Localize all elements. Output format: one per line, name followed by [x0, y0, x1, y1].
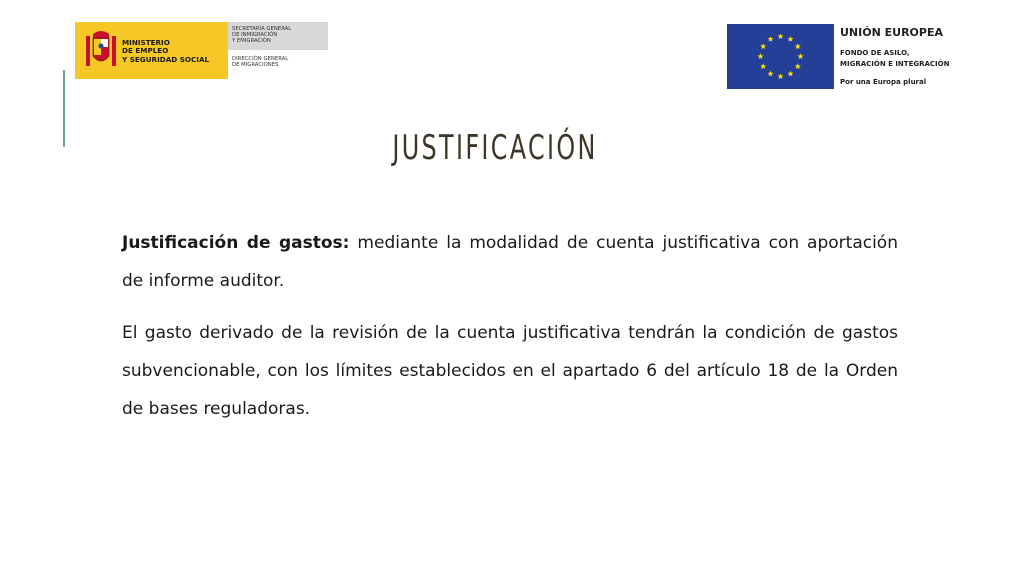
eu-stars-icon: [727, 24, 834, 89]
eu-star: [777, 33, 783, 39]
slide-title: JUSTIFICACIÓN: [392, 128, 598, 168]
paragraph-1-heading: Justificación de gastos:: [122, 233, 350, 253]
ministry-logo-departments: [228, 22, 328, 79]
ministry-name: MINISTERIO DE EMPLEO Y SEGURIDAD SOCIAL: [122, 38, 210, 64]
eu-star: [787, 36, 793, 42]
eu-motto: Por una Europa plural: [840, 78, 927, 86]
eu-star: [767, 36, 773, 42]
eu-star: [767, 71, 773, 77]
eu-star: [777, 73, 783, 79]
ministry-secretaria: SECRETARÍA GENERAL DE INMIGRACIÓN Y EMIGRACIÓN: [232, 26, 292, 45]
paragraph-2: El gasto derivado de la revisión de la cuenta justificativa tendrán la condición de gastos subvencionable, con los límites establecidos en el apartado 6 del artículo 18 de la Orden de bases reguladoras.: [122, 323, 898, 419]
eu-flag: [727, 24, 834, 89]
paragraph-1-text: mediante la modalidad de cuenta justificativa con aportación de informe auditor.: [122, 233, 898, 291]
ministry-direccion: DIRECCIÓN GENERAL DE MIGRACIONES: [232, 56, 289, 69]
spain-coat-of-arms-icon: [83, 28, 119, 72]
eu-star: [787, 71, 793, 77]
paragraph-1: [122, 224, 898, 300]
eu-star: [795, 43, 801, 49]
eu-star: [795, 63, 801, 69]
eu-star: [757, 53, 763, 59]
eu-star: [797, 53, 803, 59]
eu-star: [760, 43, 766, 49]
eu-fund-name: FONDO DE ASILO, MIGRACIÓN E INTEGRACIÓN: [840, 49, 950, 68]
slide-body: [122, 224, 898, 442]
eu-title: UNIÓN EUROPEA: [840, 26, 943, 39]
ministry-logo-yellow-block: [75, 22, 228, 79]
accent-divider: [63, 70, 65, 147]
eu-star: [760, 63, 766, 69]
ministry-logo: [75, 22, 328, 79]
